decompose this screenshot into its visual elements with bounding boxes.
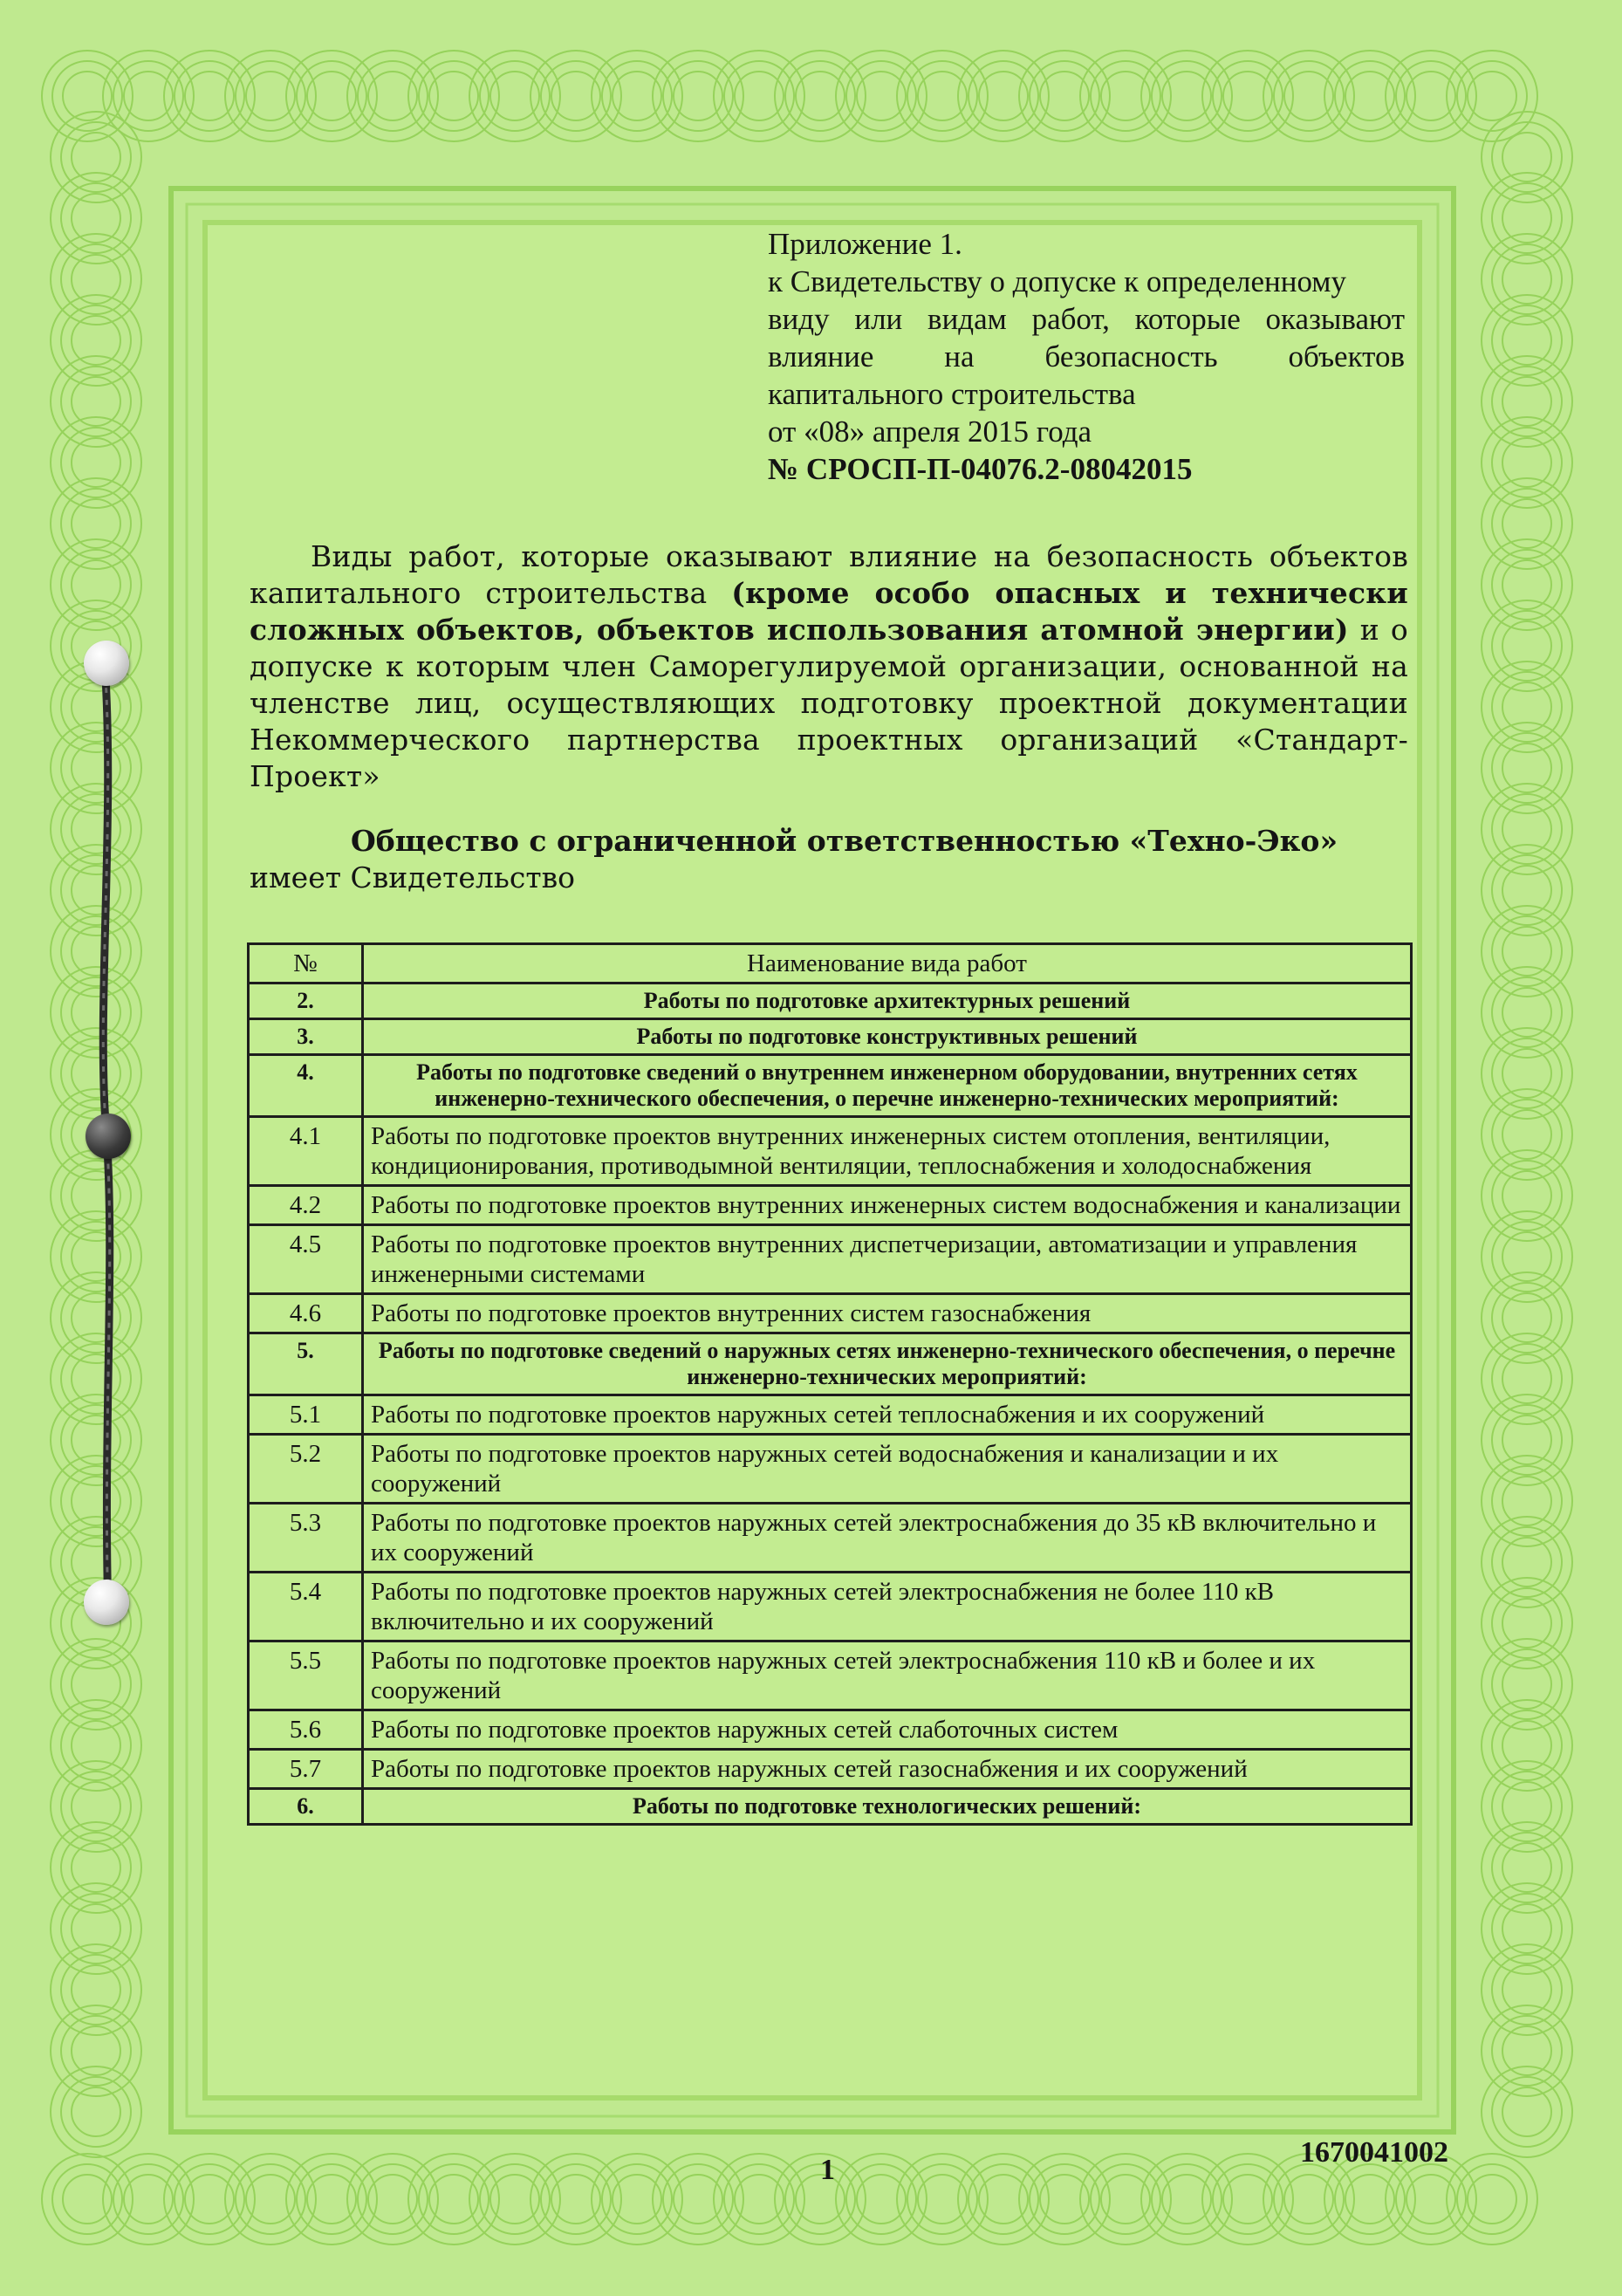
row-number: 5.7: [249, 1750, 363, 1789]
table-row: [249, 1395, 1412, 1435]
row-work-name: Работы по подготовке проектов наружных сетей электроснабжения 110 кВ и более и их сооружений: [363, 1641, 1412, 1710]
row-work-name: Работы по подготовке технологических решений:: [363, 1789, 1412, 1825]
page-number: 1: [820, 2154, 835, 2186]
binding-bead: [84, 1580, 129, 1625]
row-number: 4.5: [249, 1225, 363, 1294]
table-row: [249, 1435, 1412, 1504]
table-section-row: [249, 1333, 1412, 1395]
works-table: [247, 942, 1413, 1826]
annex-date: от «08» апреля 2015 года: [768, 415, 1092, 449]
binding-bead: [86, 1114, 131, 1159]
organization-block: [250, 823, 1408, 896]
serial-number: 1670041002: [1300, 2136, 1448, 2169]
row-work-name: Работы по подготовке проектов наружных сетей водоснабжения и канализации и их сооружений: [363, 1435, 1412, 1504]
annex-header: [768, 225, 1405, 488]
intro-paragraph: [250, 538, 1408, 795]
row-number: 5.: [249, 1333, 363, 1395]
row-number: 5.2: [249, 1435, 363, 1504]
row-number: 5.6: [249, 1710, 363, 1750]
row-work-name: Работы по подготовке проектов внутренних систем газоснабжения: [363, 1294, 1412, 1333]
row-number: 5.1: [249, 1395, 363, 1435]
table-row: [249, 1641, 1412, 1710]
binding-bead: [84, 641, 129, 686]
row-work-name: Работы по подготовке проектов внутренних инженерных систем отопления, вентиляции, кондиционирования, противодымной вентиляции, теплоснабжения и холодоснабжения: [363, 1117, 1412, 1186]
row-number: 6.: [249, 1789, 363, 1825]
intro-text-tail: и о допуске к которым член Саморегулируемой организации, основанной на членстве лиц, осуществляющих подготовку проектной документации Некоммерческого партнерства проектных организаций «Стандарт-Проект»: [250, 613, 1408, 793]
row-number: 5.3: [249, 1504, 363, 1573]
organization-name: Общество с ограниченной ответственностью «Техно-Эко»: [351, 824, 1338, 858]
row-work-name: Работы по подготовке проектов наружных сетей газоснабжения и их сооружений: [363, 1750, 1412, 1789]
row-number: 2.: [249, 984, 363, 1019]
row-work-name: Работы по подготовке сведений о наружных сетях инженерно-технического обеспечения, о перечне инженерно-технических мероприятий:: [363, 1333, 1412, 1395]
row-number: 5.4: [249, 1573, 363, 1641]
certificate-number: № СРОСП-П-04076.2-08042015: [768, 452, 1193, 486]
table-row: [249, 1710, 1412, 1750]
annex-line: к Свидетельству о допуске к определенному: [768, 264, 1346, 298]
row-work-name: Работы по подготовке конструктивных решений: [363, 1019, 1412, 1055]
table-section-row: [249, 984, 1412, 1019]
annex-line: капитального строительства: [768, 377, 1136, 411]
row-number: 4.6: [249, 1294, 363, 1333]
table-row: [249, 1750, 1412, 1789]
intro-exclusion: (кроме особо опасных и технически сложных объектов, объектов использования атомной энергии): [250, 576, 1408, 647]
row-number: 4.2: [249, 1186, 363, 1225]
row-work-name: Работы по подготовке проектов наружных сетей электроснабжения не более 110 кВ включительно и их сооружений: [363, 1573, 1412, 1641]
row-number: 4.1: [249, 1117, 363, 1186]
table-row: [249, 1504, 1412, 1573]
table-row: [249, 1186, 1412, 1225]
annex-title: Приложение 1.: [768, 227, 962, 261]
header-name: Наименование вида работ: [363, 944, 1412, 984]
row-work-name: Работы по подготовке проектов наружных сетей теплоснабжения и их сооружений: [363, 1395, 1412, 1435]
annex-line: влияние на безопасность объектов: [768, 339, 1405, 374]
annex-line: виду или видам работ, которые оказывают: [768, 302, 1405, 336]
table-row: [249, 1573, 1412, 1641]
organization-suffix: имеет Свидетельство: [250, 860, 576, 894]
row-work-name: Работы по подготовке архитектурных решений: [363, 984, 1412, 1019]
table-section-row: [249, 1055, 1412, 1117]
header-number: №: [249, 944, 363, 984]
table-header-row: [249, 944, 1412, 984]
table-section-row: [249, 1789, 1412, 1825]
row-work-name: Работы по подготовке проектов наружных сетей электроснабжения до 35 кВ включительно и их сооружений: [363, 1504, 1412, 1573]
row-number: 5.5: [249, 1641, 363, 1710]
table-row: [249, 1117, 1412, 1186]
table-row: [249, 1225, 1412, 1294]
table-section-row: [249, 1019, 1412, 1055]
intro-text: Виды работ, которые оказывают влияние на безопасность объектов капитального строительства: [250, 539, 1408, 610]
row-number: 3.: [249, 1019, 363, 1055]
row-work-name: Работы по подготовке сведений о внутреннем инженерном оборудовании, внутренних сетях инженерно-технического обеспечения, о перечне инженерно-технических мероприятий:: [363, 1055, 1412, 1117]
table-row: [249, 1294, 1412, 1333]
row-work-name: Работы по подготовке проектов внутренних инженерных систем водоснабжения и канализации: [363, 1186, 1412, 1225]
row-number: 4.: [249, 1055, 363, 1117]
row-work-name: Работы по подготовке проектов внутренних диспетчеризации, автоматизации и управления инженерными системами: [363, 1225, 1412, 1294]
row-work-name: Работы по подготовке проектов наружных сетей слаботочных систем: [363, 1710, 1412, 1750]
